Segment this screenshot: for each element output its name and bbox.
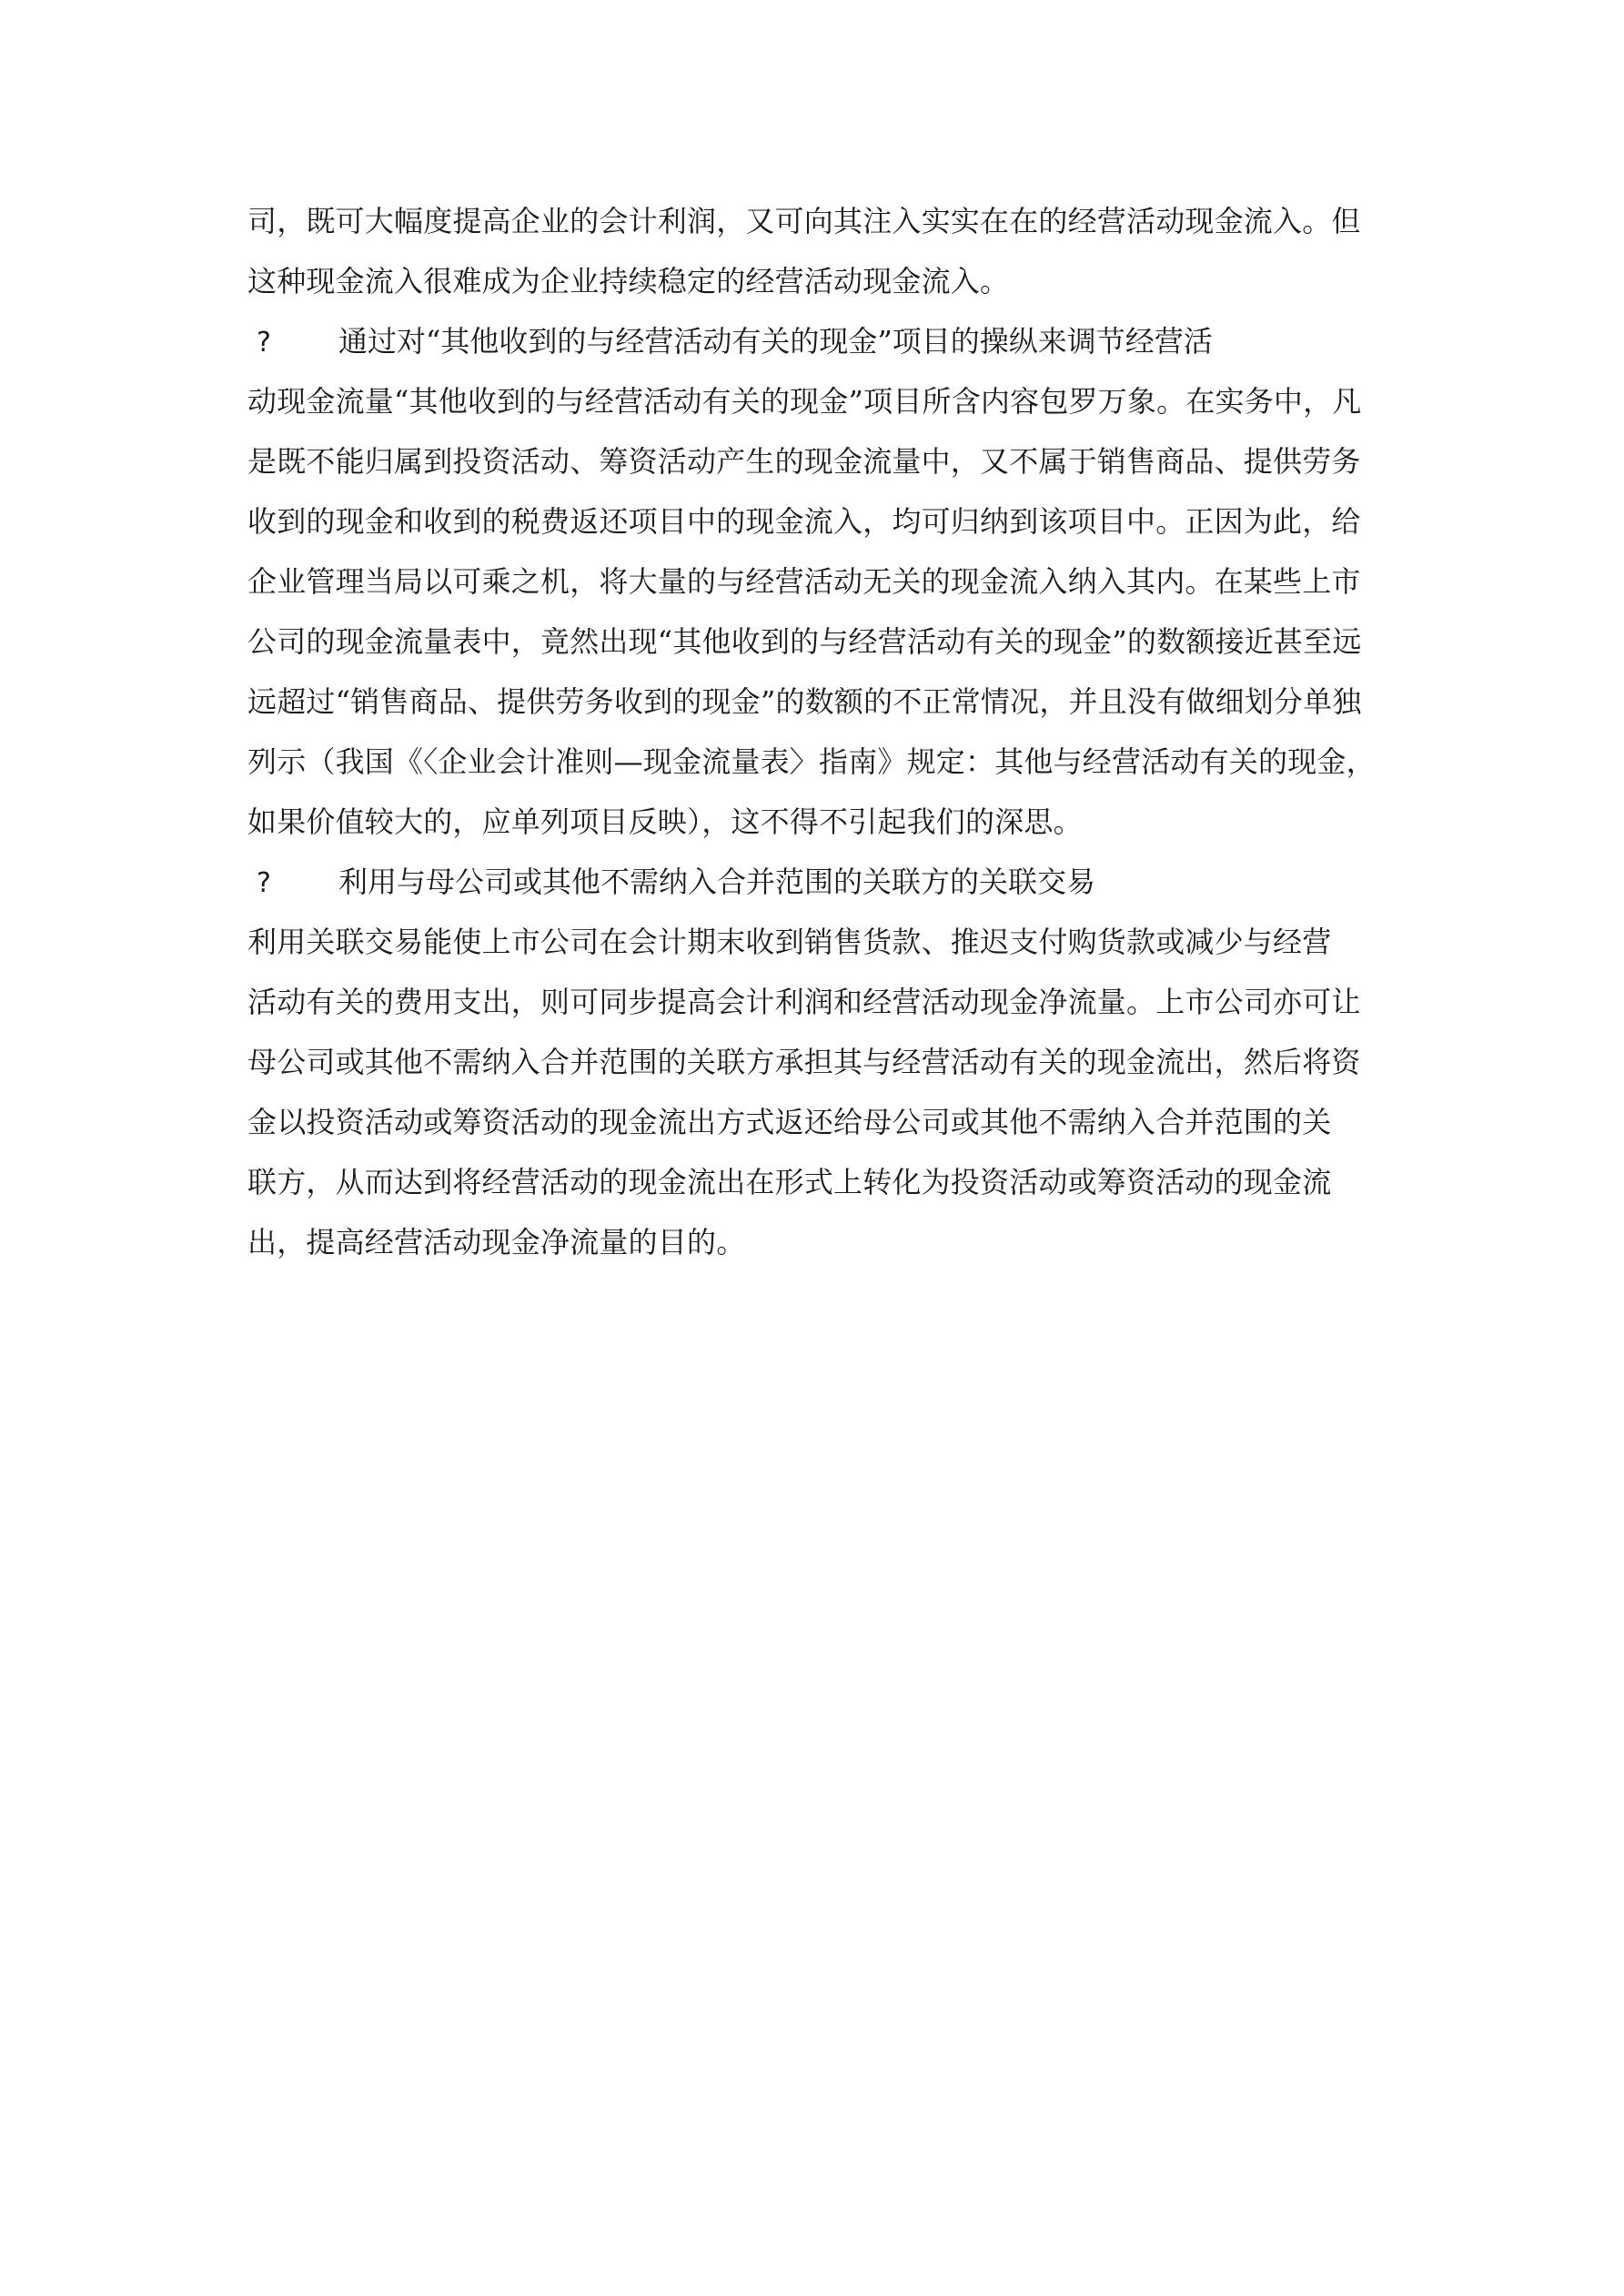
paragraph-3 xyxy=(247,912,1394,1272)
bullet-item-2 xyxy=(247,852,1394,912)
paragraph-line: 远超过“销售商品、提供劳务收到的现金”的数额的不正常情况，并且没有做细划分单独 xyxy=(247,684,1362,719)
paragraph-line: 是既不能归属到投资活动、筹资活动产生的现金流量中，又不属于销售商品、提供劳务 xyxy=(247,444,1361,479)
paragraph-line: 活动有关的费用支出，则可同步提高会计利润和经营活动现金净流量。上市公司亦可让 xyxy=(247,985,1361,1019)
paragraph-line: 动现金流量“其他收到的与经营活动有关的现金”项目所含内容包罗万象。在实务中，凡 xyxy=(247,384,1362,419)
paragraph-line: 企业管理当局以可乘之机，将大量的与经营活动无关的现金流入纳入其内。在某些上市 xyxy=(247,564,1361,599)
bullet-heading: 通过对“其他收到的与经营活动有关的现金”项目的操纵来调节经营活 xyxy=(338,324,1213,359)
paragraph-line: 收到的现金和收到的税费返还项目中的现金流入，均可归纳到该项目中。正因为此，给 xyxy=(247,504,1361,539)
paragraph-line: 列示（我国《〈企业会计准则—现金流量表〉指南》规定：其他与经营活动有关的现金， xyxy=(247,744,1376,779)
paragraph-line: 司，既可大幅度提高企业的会计利润，又可向其注入实实在在的经营活动现金流入。但 xyxy=(247,204,1361,238)
bullet-heading: 利用与母公司或其他不需纳入合并范围的关联方的关联交易 xyxy=(338,865,1096,899)
paragraph-line: 联方，从而达到将经营活动的现金流出在形式上转化为投资活动或筹资活动的现金流 xyxy=(247,1165,1332,1199)
paragraph-line: 出，提高经营活动现金净流量的目的。 xyxy=(247,1225,746,1259)
paragraph-line: 这种现金流入很难成为企业持续稳定的经营活动现金流入。 xyxy=(247,264,1010,298)
document-body xyxy=(247,191,1394,1272)
bullet-marker: ? xyxy=(257,867,271,899)
paragraph-1 xyxy=(247,191,1394,311)
paragraph-line: 金以投资活动或筹资活动的现金流出方式返还给母公司或其他不需纳入合并范围的关 xyxy=(247,1105,1332,1139)
bullet-item-1 xyxy=(247,311,1394,371)
paragraph-2 xyxy=(247,371,1394,852)
paragraph-line: 公司的现金流量表中，竟然出现“其他收到的与经营活动有关的现金”的数额接近甚至远 xyxy=(247,624,1362,659)
bullet-marker: ? xyxy=(257,327,271,359)
paragraph-line: 如果价值较大的，应单列项目反映），这不得不引起我们的深思。 xyxy=(247,804,1083,839)
paragraph-line: 利用关联交易能使上市公司在会计期末收到销售货款、推迟支付购货款或减少与经营 xyxy=(247,925,1332,959)
paragraph-line: 母公司或其他不需纳入合并范围的关联方承担其与经营活动有关的现金流出，然后将资 xyxy=(247,1045,1361,1079)
